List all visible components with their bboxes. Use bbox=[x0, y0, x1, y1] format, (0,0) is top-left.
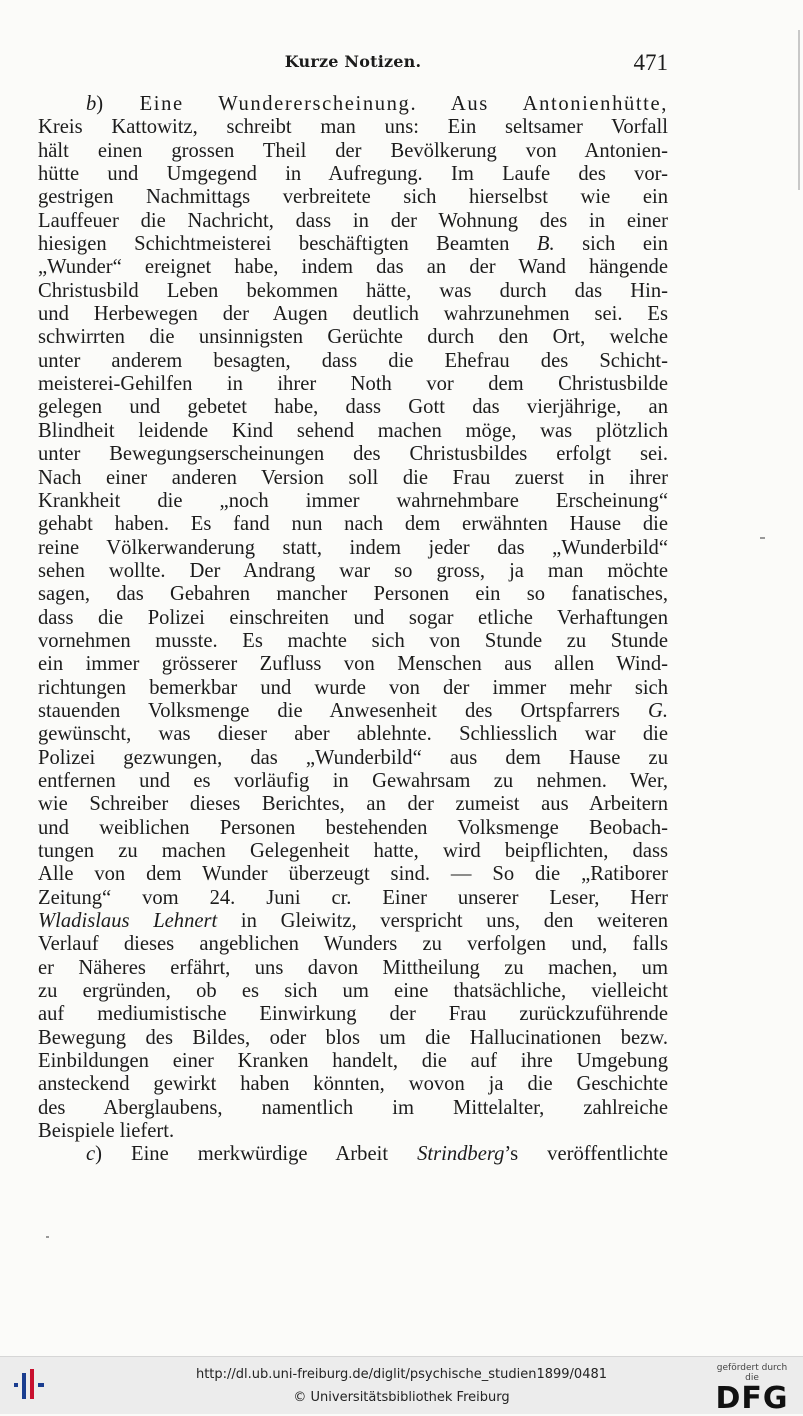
text-line: Christusbild Leben bekommen hätte, was durch das Hin- bbox=[38, 279, 668, 302]
dfg-funding-note: gefördert durch die bbox=[716, 1363, 788, 1383]
text-line-content: hiesigen Schichtmeisterei beschäftigten Beamten bbox=[38, 233, 510, 256]
text-line-content: ) Eine merkwürdige Arbeit bbox=[95, 1143, 418, 1166]
text-line bbox=[38, 1143, 668, 1166]
text-line: Verlauf dieses angeblichen Wunders zu verfolgen und, falls bbox=[38, 933, 668, 956]
text-line: meisterei-Gehilfen in ihrer Noth vor dem Christusbilde bbox=[38, 373, 668, 396]
text-line: Alle von dem Wunder überzeugt sind. — So die „Ratiborer bbox=[38, 863, 668, 886]
margin-mark bbox=[46, 1236, 49, 1238]
person-name: Wladislaus Lehnert bbox=[38, 910, 218, 933]
text-line: ansteckend gewirkt haben könnten, wovon ja die Geschichte bbox=[38, 1073, 668, 1096]
text-line-content: ’s veröffentlichte bbox=[504, 1143, 668, 1166]
text-line bbox=[38, 700, 668, 723]
permalink-url[interactable]: http://dl.ub.uni-freiburg.de/diglit/psychische_studien1899/0481 bbox=[195, 1367, 608, 1382]
text-line: Polizei gezwungen, das „Wunderbild“ aus dem Hause zu bbox=[38, 746, 668, 769]
dfg-wordmark: DFG bbox=[715, 1381, 789, 1416]
text-line: gewünscht, was dieser aber ablehnte. Schliesslich war die bbox=[38, 723, 668, 746]
article-body bbox=[38, 93, 668, 1167]
text-line: unter anderem besagten, dass die Ehefrau des Schicht- bbox=[38, 349, 668, 372]
text-line: er Näheres erfährt, uns davon Mittheilung zu machen, um bbox=[38, 956, 668, 979]
strindberg-name: Strindberg bbox=[417, 1143, 505, 1166]
text-line: Zeitung“ vom 24. Juni cr. Einer unserer Leser, Herr bbox=[38, 886, 668, 909]
dfg-logo bbox=[709, 1363, 795, 1416]
text-line: auf mediumistische Einwirkung der Frau zurückzuführende bbox=[38, 1003, 668, 1026]
text-line: Blindheit leidende Kind sehend machen möge, was plötzlich bbox=[38, 419, 668, 442]
text-line: Beispiele liefert. bbox=[38, 1120, 175, 1143]
item-label-c: c bbox=[86, 1143, 96, 1166]
text-line: hält einen grossen Theil der Bevölkerung von Antonien- bbox=[38, 139, 668, 162]
item-label-b: b bbox=[86, 93, 97, 115]
text-line: vornehmen musste. Es machte sich von Stunde zu Stunde bbox=[38, 629, 668, 652]
text-line: und Herbewegen der Augen deutlich wahrzunehmen sei. Es bbox=[38, 303, 668, 326]
text-line bbox=[38, 910, 668, 933]
text-line bbox=[38, 93, 668, 116]
beamter-initial: B. bbox=[536, 233, 555, 256]
copyright-notice: © Universitätsbibliothek Freiburg bbox=[293, 1390, 510, 1405]
text-line: gestrigen Nachmittags verbreitete sich hierselbst wie ein bbox=[38, 186, 668, 209]
text-line: wie Schreiber dieses Berichtes, an der zumeist aus Arbeitern bbox=[38, 793, 668, 816]
text-line: zu ergründen, ob es sich um eine thatsächliche, vielleicht bbox=[38, 980, 668, 1003]
text-line: dass die Polizei einschreiten und sogar etliche Verhaftungen bbox=[38, 606, 668, 629]
text-line bbox=[38, 233, 668, 256]
viewer-footer bbox=[0, 1356, 803, 1414]
text-line: Bewegung des Bildes, oder blos um die Hallucinationen bezw. bbox=[38, 1026, 668, 1049]
text-line: sehen wollte. Der Andrang war so gross, ja man möchte bbox=[38, 559, 668, 582]
pfarrer-initial: G. bbox=[647, 699, 668, 722]
text-line: hütte und Umgegend in Aufregung. Im Laufe des vor- bbox=[38, 163, 668, 186]
text-line-content: in Gleiwitz, verspricht uns, den weiteren bbox=[217, 910, 669, 933]
text-line: unter Bewegungserscheinungen des Christusbildes erfolgt sei. bbox=[38, 443, 668, 466]
text-line: gelegen und gebetet habe, dass Gott das vierjährige, an bbox=[38, 396, 668, 419]
text-line: Kreis Kattowitz, schreibt man uns: Ein seltsamer Vorfall bbox=[38, 116, 668, 139]
text-line: schwirrten die unsinnigsten Gerüchte durch den Ort, welche bbox=[38, 326, 668, 349]
page-header bbox=[38, 48, 668, 78]
running-head: Kurze Notizen. bbox=[284, 52, 422, 71]
text-line: gehabt haben. Es fand nun nach dem erwähnten Hause die bbox=[38, 513, 668, 536]
text-line: Krankheit die „noch immer wahrnehmbare Erscheinung“ bbox=[38, 489, 668, 512]
text-line-content: ) Eine Wundererscheinung. Aus Antonienhütte, bbox=[96, 93, 668, 115]
text-line: des Aberglaubens, namentlich im Mittelalter, zahlreiche bbox=[38, 1096, 668, 1119]
text-line: „Wunder“ ereignet habe, indem das an der Wand hängende bbox=[38, 256, 668, 279]
text-line: Lauffeuer die Nachricht, dass in der Wohnung des in einer bbox=[38, 209, 668, 232]
text-line: Nach einer anderen Version soll die Frau zuerst in ihrer bbox=[38, 466, 668, 489]
scan-edge bbox=[798, 30, 800, 190]
text-line: entfernen und es vorläufig in Gewahrsam zu nehmen. Wer, bbox=[38, 769, 668, 792]
text-line: richtungen bemerkbar und wurde von der immer mehr sich bbox=[38, 676, 668, 699]
text-line: Einbildungen einer Kranken handelt, die auf ihre Umgebung bbox=[38, 1050, 668, 1073]
text-line: reine Völkerwanderung statt, indem jeder das „Wunderbild“ bbox=[38, 536, 668, 559]
text-line-content: stauenden Volksmenge die Anwesenheit des Ortspfarrers bbox=[38, 699, 620, 722]
text-line: tungen zu machen Gelegenheit hatte, wird beipflichten, dass bbox=[38, 840, 668, 862]
text-line: und weiblichen Personen bestehenden Volksmenge Beobach- bbox=[38, 816, 668, 839]
margin-mark bbox=[760, 537, 765, 539]
page-number: 471 bbox=[633, 50, 668, 75]
text-line: sagen, das Gebahren mancher Personen ein so fanatisches, bbox=[38, 583, 668, 606]
text-line-content: sich ein bbox=[554, 233, 668, 256]
text-line: ein immer grösserer Zufluss von Menschen aus allen Wind- bbox=[38, 653, 668, 676]
